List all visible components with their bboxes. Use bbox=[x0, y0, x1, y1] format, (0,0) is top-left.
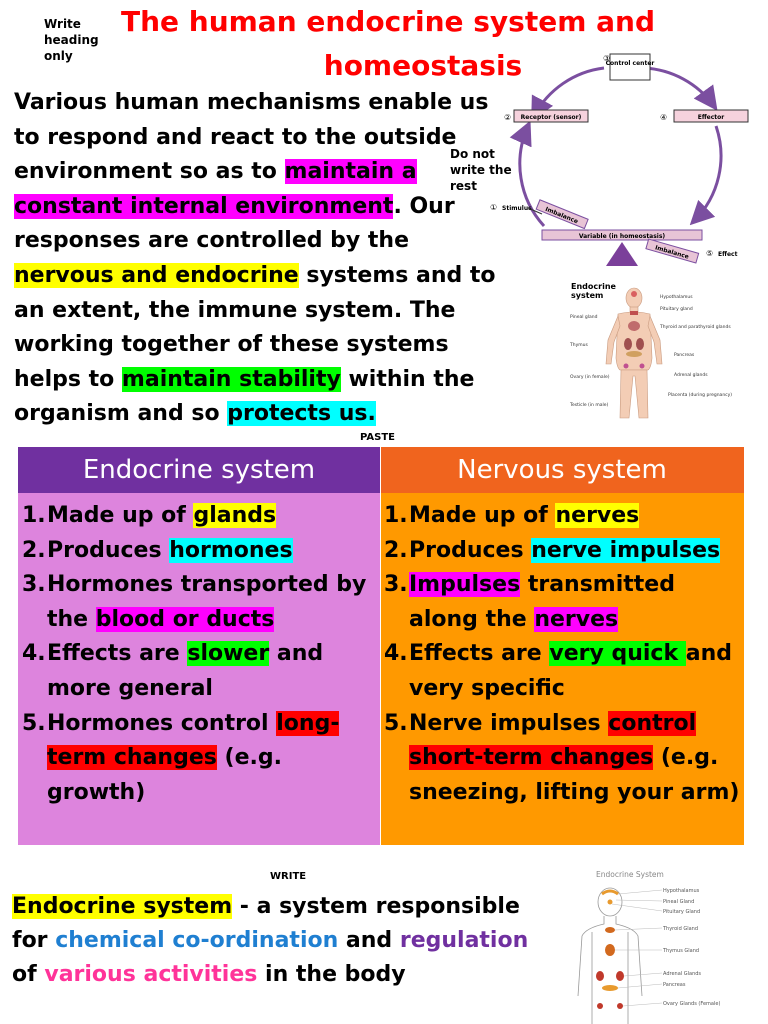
endocrine-system-figure bbox=[566, 866, 721, 1024]
definition-term: Endocrine system bbox=[12, 894, 233, 919]
item-number: 3. bbox=[22, 572, 46, 598]
title-line-1: The human endocrine system and bbox=[120, 5, 656, 38]
receptor-label: Receptor (sensor) bbox=[520, 114, 582, 121]
body-label-r-1: Pituitary gland bbox=[660, 307, 693, 312]
note-write: WRITE bbox=[270, 871, 307, 882]
item-highlight: glands bbox=[193, 503, 277, 528]
note-paste: PASTE bbox=[360, 432, 396, 443]
item-text-after: (e.g. sneezing, lifting your arm) bbox=[409, 745, 740, 805]
item-number: 4. bbox=[22, 641, 46, 667]
item-text-after: transmitted along the bbox=[409, 572, 675, 632]
definition-regulation: regulation bbox=[399, 928, 529, 953]
list-item bbox=[22, 534, 380, 569]
nervous-header: Nervous system bbox=[380, 447, 744, 493]
intro-text-3: systems and to an extent, the immune system. The working together of these systems helps to bbox=[14, 262, 496, 392]
effect-number: ⑤ bbox=[706, 249, 714, 258]
definition-various-activities: various activities bbox=[44, 962, 258, 987]
item-text: Effects are bbox=[47, 641, 188, 667]
control-center-number: ③ bbox=[603, 54, 611, 63]
body-label-l-2: Ovary (in female) bbox=[570, 375, 610, 380]
list-item bbox=[384, 568, 744, 637]
list-item bbox=[384, 534, 744, 569]
item-highlight: nerve impulses bbox=[531, 537, 721, 563]
intro-text-2: . Our responses are controlled by the bbox=[14, 193, 455, 254]
intro-highlight-stability: maintain stability bbox=[121, 366, 341, 392]
list-item bbox=[22, 637, 380, 706]
list-item bbox=[22, 499, 380, 534]
item-highlight: nerves bbox=[555, 503, 640, 528]
endocrine-body-diagram bbox=[556, 278, 733, 428]
item-number: 1. bbox=[384, 503, 408, 528]
item-number: 5. bbox=[384, 710, 408, 736]
intro-highlight-protects: protects us. bbox=[227, 401, 376, 427]
figure-label-1: Pineal Gland bbox=[663, 899, 695, 905]
control-center-box bbox=[603, 54, 654, 80]
body-label-r-0: Hypothalamus bbox=[660, 295, 693, 300]
nervous-list bbox=[380, 493, 744, 810]
figure-label-7: Ovary Glands (Female) bbox=[663, 1001, 721, 1007]
comparison-table bbox=[18, 447, 744, 845]
item-text: Produces bbox=[47, 537, 170, 563]
intro-paragraph bbox=[14, 86, 514, 432]
body-diagram-title-1: Endocrine bbox=[571, 282, 616, 291]
variable-bar bbox=[542, 230, 702, 240]
list-item bbox=[384, 707, 744, 811]
item-highlight: slower bbox=[187, 641, 270, 667]
item-text: Made up of bbox=[47, 503, 194, 528]
item-text: Produces bbox=[409, 537, 532, 563]
figure-label-6: Pancreas bbox=[663, 982, 686, 988]
figure-label-2: Pituitary Gland bbox=[663, 909, 701, 915]
figure-label-0: Hypothalamus bbox=[663, 888, 700, 894]
item-number: 3. bbox=[384, 572, 408, 598]
intro-text-1: Various human mechanisms enable us to respond and react to the outside environment so as to bbox=[14, 90, 489, 185]
item-text-after: (e.g. growth) bbox=[47, 745, 282, 805]
control-center-label: Control center bbox=[605, 60, 655, 67]
figure-label-3: Thyroid Gland bbox=[663, 926, 699, 932]
item-text-after: and more general bbox=[47, 641, 324, 701]
variable-label: Variable (in homeostasis) bbox=[578, 233, 666, 240]
list-item bbox=[22, 707, 380, 811]
figure-title: Endocrine System bbox=[596, 870, 664, 879]
item-highlight: control short-term changes bbox=[409, 710, 697, 771]
item-number: 2. bbox=[384, 537, 408, 563]
definition-chemical-coordination: chemical co-ordination bbox=[55, 928, 339, 953]
figure-label-4: Thymus Gland bbox=[663, 948, 700, 954]
intro-highlight-constant-environment: maintain a constant internal environment bbox=[14, 159, 417, 219]
list-item bbox=[384, 499, 744, 534]
list-item bbox=[384, 637, 744, 706]
intro-text-4: within the organism and so bbox=[14, 366, 475, 427]
note-do-not-write: Do not write the rest bbox=[450, 147, 512, 193]
imbalance-bar-right bbox=[646, 239, 699, 263]
endocrine-list bbox=[18, 493, 380, 810]
stimulus-label: Stimulus bbox=[502, 205, 532, 212]
body-label-r-3: Pancreas bbox=[674, 353, 695, 358]
receptor-box bbox=[504, 110, 588, 122]
item-number: 1. bbox=[22, 503, 46, 528]
body-label-r-5: Placenta (during pregnancy) bbox=[668, 393, 733, 398]
item-highlight: Impulses bbox=[409, 572, 521, 598]
item-text: Nerve impulses bbox=[409, 710, 609, 736]
body-label-l-3: Testicle (in male) bbox=[570, 403, 609, 408]
item-text: Hormones control bbox=[47, 710, 277, 736]
figure-label-5: Adrenal Glands bbox=[663, 971, 702, 977]
column-divider bbox=[380, 447, 381, 845]
title-line-2: homeostasis bbox=[323, 49, 523, 82]
effector-label: Effector bbox=[697, 114, 725, 121]
item-highlight: blood or ducts bbox=[95, 606, 275, 632]
item-number: 2. bbox=[22, 537, 46, 563]
definition-text-4: in the body bbox=[257, 962, 406, 987]
effector-box bbox=[660, 110, 748, 122]
note-write-heading-only: Write heading only bbox=[44, 17, 99, 63]
item-number: 4. bbox=[384, 641, 408, 667]
body-label-l-1: Thymus bbox=[570, 343, 588, 348]
item-number: 5. bbox=[22, 710, 46, 736]
body-label-l-0: Pineal gland bbox=[570, 315, 598, 320]
definition-text-2: and bbox=[338, 928, 400, 953]
item-highlight: very quick bbox=[549, 641, 686, 667]
seesaw-fulcrum bbox=[606, 242, 638, 266]
imbalance-label-2: Imbalance bbox=[654, 244, 690, 261]
definition-text-3: of bbox=[12, 962, 45, 987]
endocrine-column bbox=[18, 447, 380, 845]
definition-text-1: - a system responsible for bbox=[12, 894, 520, 953]
homeostasis-diagram bbox=[484, 46, 768, 278]
nervous-column bbox=[380, 447, 744, 845]
item-text-after: and very specific bbox=[409, 641, 733, 701]
item-text: Made up of bbox=[409, 503, 556, 528]
item-highlight: hormones bbox=[169, 537, 293, 563]
endocrine-header: Endocrine system bbox=[18, 447, 380, 493]
item-highlight-2: nerves bbox=[534, 606, 619, 632]
stimulus-number: ① bbox=[490, 203, 498, 212]
body-label-r-4: Adrenal glands bbox=[674, 373, 708, 378]
body-diagram-title-2: system bbox=[571, 291, 604, 300]
list-item bbox=[22, 568, 380, 637]
imbalance-label-1: Imbalance bbox=[544, 205, 580, 226]
body-label-r-2: Thyroid and parathyroid glands bbox=[660, 325, 731, 330]
item-text: Effects are bbox=[409, 641, 550, 667]
definition-paragraph bbox=[12, 890, 532, 992]
item-highlight: long-term changes bbox=[47, 710, 340, 771]
item-text: Hormones transported by the bbox=[47, 572, 367, 632]
effect-label: Effect bbox=[718, 251, 738, 258]
figure-leader-lines bbox=[612, 890, 662, 1006]
figure-labels bbox=[662, 888, 720, 1007]
intro-highlight-nervous-endocrine: nervous and endocrine bbox=[14, 262, 299, 288]
receptor-number: ② bbox=[504, 113, 512, 122]
effector-number: ④ bbox=[660, 113, 668, 122]
